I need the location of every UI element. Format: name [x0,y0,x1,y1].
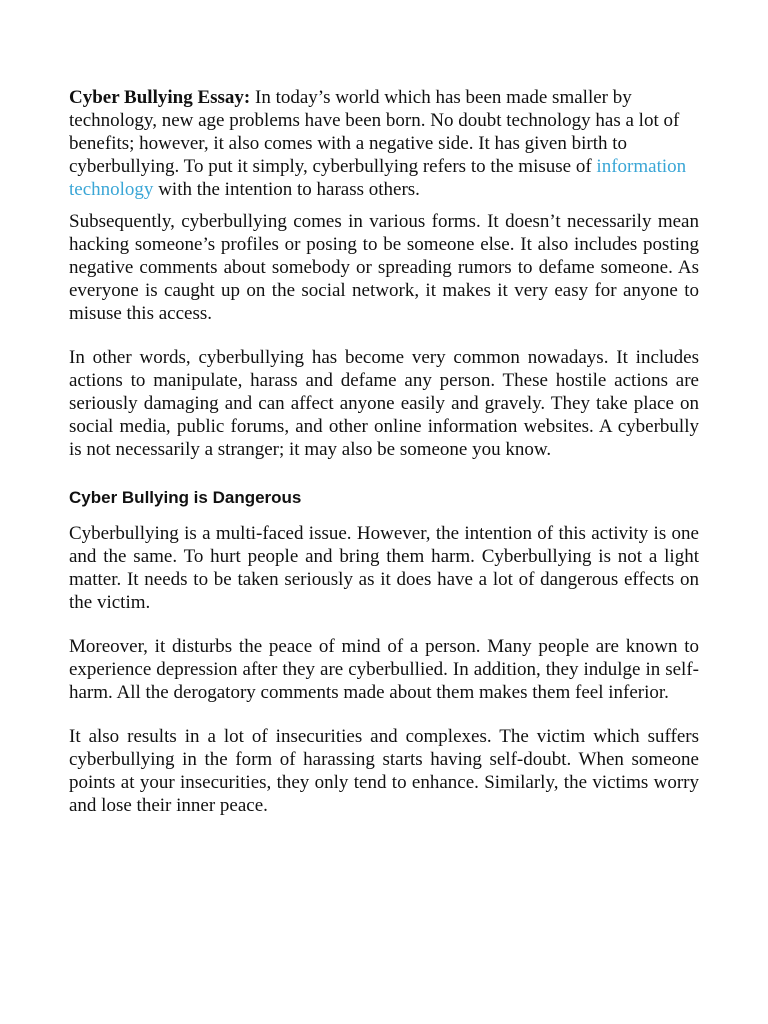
document-body [69,86,699,817]
section-heading: Cyber Bullying is Dangerous [69,488,302,507]
essay-title-lead: Cyber Bullying Essay: [69,87,251,108]
intro-text-end: with the intention to harass others. [153,179,420,200]
intro-text: In today’s world which has been made smaller by technology, new age problems have been born. No doubt technology has a lot of benefits; however, it also comes with a negative side. It has given birth to cyberbullying. To put it simply, cyberbullying refers to the misuse of [69,87,680,177]
paragraph-peace-of-mind: Moreover, it disturbs the peace of mind of a person. Many people are known to experience depression after they are cyberbullied. In addition, they indulge in self-harm. All the derogatory comments made about them makes them feel inferior. [69,636,699,703]
paragraph-forms: Subsequently, cyberbullying comes in various forms. It doesn’t necessarily mean hacking someone’s profiles or posing to be someone else. It also includes posting negative comments about somebody or spreading rumors to defame someone. As everyone is caught up on the social network, it makes it very easy for anyone to misuse this access. [69,211,699,324]
paragraph-multi-faced: Cyberbullying is a multi-faced issue. However, the intention of this activity is one and the same. To hurt people and bring them harm. Cyberbullying is not a light matter. It needs to be taken seriously as it does have a lot of dangerous effects on the victim. [69,523,699,613]
intro-paragraph [69,86,699,201]
paragraph-common: In other words, cyberbullying has become very common nowadays. It includes actions to manipulate, harass and defame any person. These hostile actions are seriously damaging and can affect anyone easily and gravely. They take place on social media, public forums, and other online information websites. A cyberbully is not necessarily a stranger; it may also be someone you know. [69,347,699,460]
information-technology-link[interactable]: information technology [69,156,687,200]
paragraph-insecurities: It also results in a lot of insecurities and complexes. The victim which suffers cyberbullying in the form of harassing starts having self-doubt. When someone points at your insecurities, they only tend to enhance. Similarly, the victims worry and lose their inner peace. [69,726,699,816]
